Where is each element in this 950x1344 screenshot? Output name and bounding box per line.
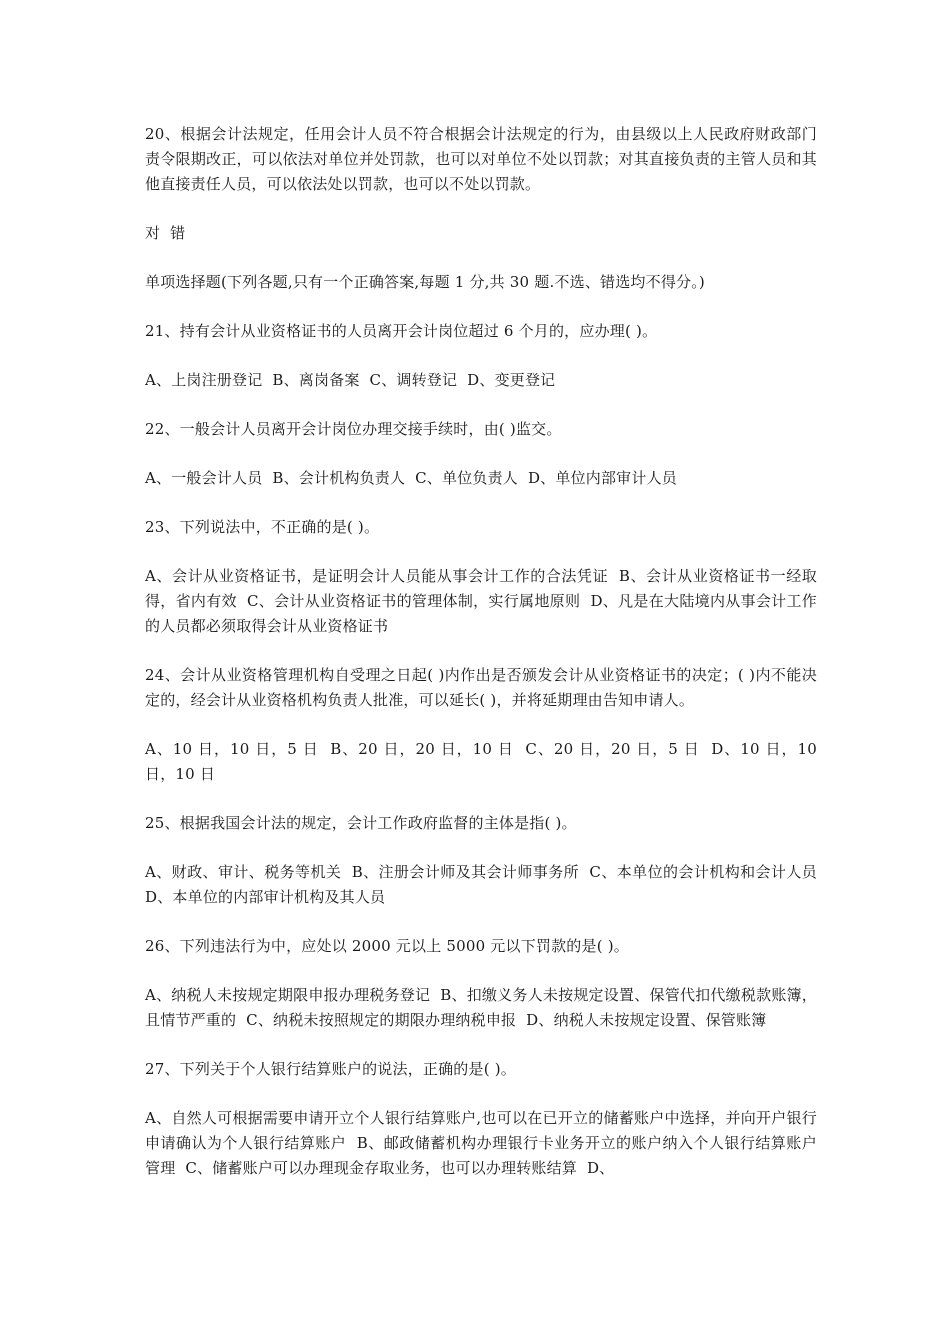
question-21-options: A、上岗注册登记 B、离岗备案 C、调转登记 D、变更登记 xyxy=(145,371,556,389)
question-20-text: 20、根据会计法规定，任用会计人员不符合根据会计法规定的行为，由县级以上人民政府财政部门责令限期改正，可以依法对单位并处罚款，也可以对单位不处以罚款；对其直接负责的主管人员和其他直接责任人员，可以依法处以罚款，也可以不处以罚款。 xyxy=(145,125,817,193)
section-heading-single-choice: 单项选择题(下列各题,只有一个正确答案,每题 1 分,共 30 题.不选、错选均不得分。) xyxy=(145,273,705,291)
question-24-options: A、10 日，10 日，5 日 B、20 日，20 日，10 日 C、20 日，20 日，5 日 D、10 日，10 日，10 日 xyxy=(145,740,822,783)
question-27-text: 27、下列关于个人银行结算账户的说法，正确的是( )。 xyxy=(145,1060,516,1078)
question-21-text: 21、持有会计从业资格证书的人员离开会计岗位超过 6 个月的，应办理( )。 xyxy=(145,322,658,340)
true-false-options: 对 错 xyxy=(145,224,186,242)
question-25-text: 25、根据我国会计法的规定，会计工作政府监督的主体是指( )。 xyxy=(145,814,577,832)
question-22-text: 22、一般会计人员离开会计岗位办理交接手续时，由( )监交。 xyxy=(145,420,562,438)
question-23-text: 23、下列说法中，不正确的是( )。 xyxy=(145,518,380,536)
question-22-options: A、一般会计人员 B、会计机构负责人 C、单位负责人 D、单位内部审计人员 xyxy=(145,469,677,487)
question-26-text: 26、下列违法行为中，应处以 2000 元以上 5000 元以下罚款的是( )。 xyxy=(145,937,629,955)
question-26-options: A、纳税人未按规定期限申报办理税务登记 B、扣缴义务人未按规定设置、保管代扣代缴税款账簿，且情节严重的 C、纳税未按照规定的期限办理纳税申报 D、纳税人未按规定设置、保管账簿 xyxy=(145,986,817,1029)
question-27-options: A、自然人可根据需要申请开立个人银行结算账户,也可以在已开立的储蓄账户中选择，并向开户银行申请确认为个人银行结算账户 B、邮政储蓄机构办理银行卡业务开立的账户纳入个人银行结算账户管理 C、储蓄账户可以办理现金存取业务，也可以办理转账结算 D、 xyxy=(145,1109,817,1177)
question-23-options: A、会计从业资格证书，是证明会计人员能从事会计工作的合法凭证 B、会计从业资格证书一经取得，省内有效 C、会计从业资格证书的管理体制，实行属地原则 D、凡是在大陆境内从事会计工作的人员都必须取得会计从业资格证书 xyxy=(145,567,817,635)
question-25-options: A、财政、审计、税务等机关 B、注册会计师及其会计师事务所 C、本单位的会计机构和会计人员 D、本单位的内部审计机构及其人员 xyxy=(145,863,827,906)
document-body xyxy=(145,122,827,1205)
question-24-text: 24、会计从业资格管理机构自受理之日起( )内作出是否颁发会计从业资格证书的决定；( )内不能决定的，经会计从业资格机构负责人批准，可以延长( )，并将延期理由告知申请人。 xyxy=(145,666,817,709)
